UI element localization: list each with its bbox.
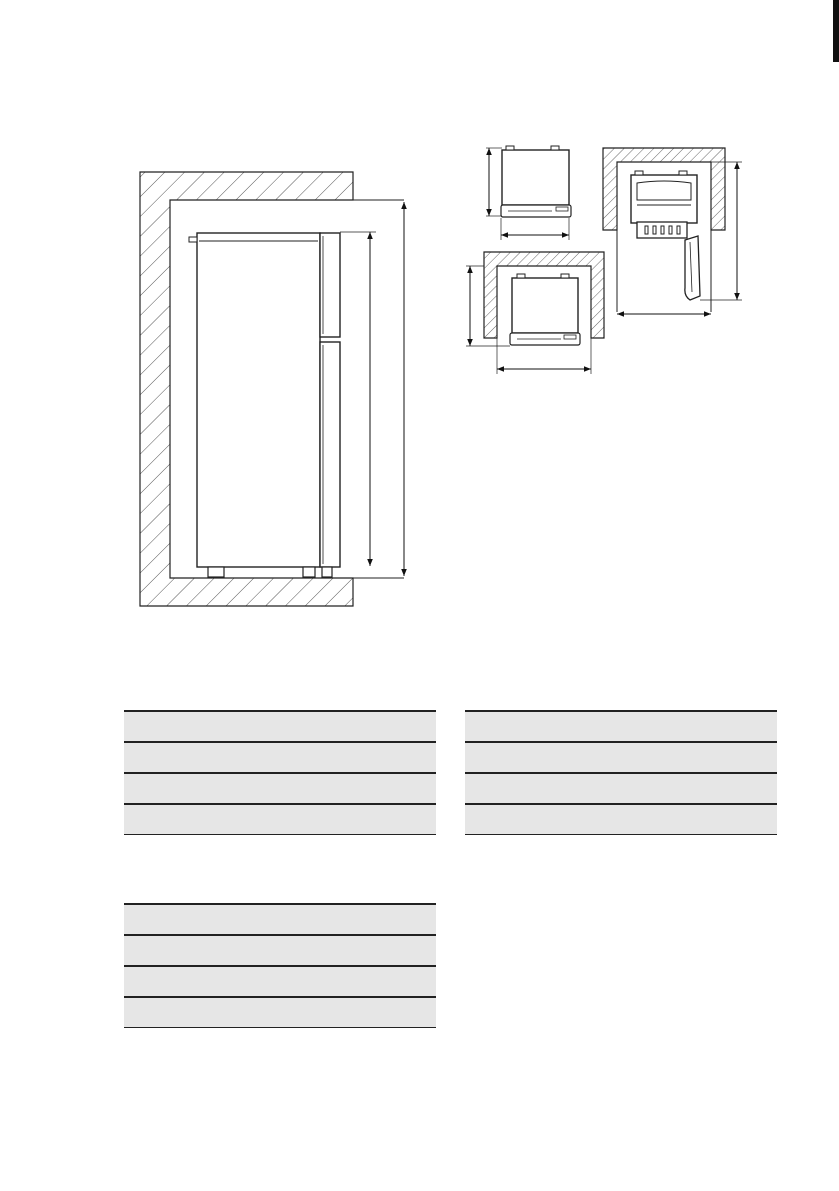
table-row [124, 804, 436, 835]
table-row [124, 773, 436, 804]
table-cell [124, 711, 436, 742]
top-view-niche [466, 252, 604, 374]
table-cell [124, 804, 436, 835]
table-cell [465, 711, 777, 742]
top-view-door-open [603, 148, 742, 314]
table-cell [124, 966, 436, 997]
table-row [124, 997, 436, 1028]
top-view-diagrams [466, 146, 742, 374]
table-cell [124, 935, 436, 966]
table-cell [465, 804, 777, 835]
table-row [465, 711, 777, 742]
table-row [124, 966, 436, 997]
side-view-diagram [140, 172, 404, 606]
table-cell [465, 773, 777, 804]
fridge-side [189, 233, 340, 577]
table-row [124, 742, 436, 773]
space-requirements-table [465, 710, 777, 835]
table-row [465, 742, 777, 773]
table-cell [124, 904, 436, 935]
table-cell [124, 742, 436, 773]
table-row [465, 773, 777, 804]
dimensions-table [124, 710, 436, 835]
top-view-freestanding [486, 146, 571, 240]
table-cell [124, 773, 436, 804]
table-row [465, 804, 777, 835]
table-row [124, 904, 436, 935]
overall-space-table [124, 903, 436, 1028]
table-row [124, 711, 436, 742]
table-cell [124, 997, 436, 1028]
table-cell [465, 742, 777, 773]
table-row [124, 935, 436, 966]
